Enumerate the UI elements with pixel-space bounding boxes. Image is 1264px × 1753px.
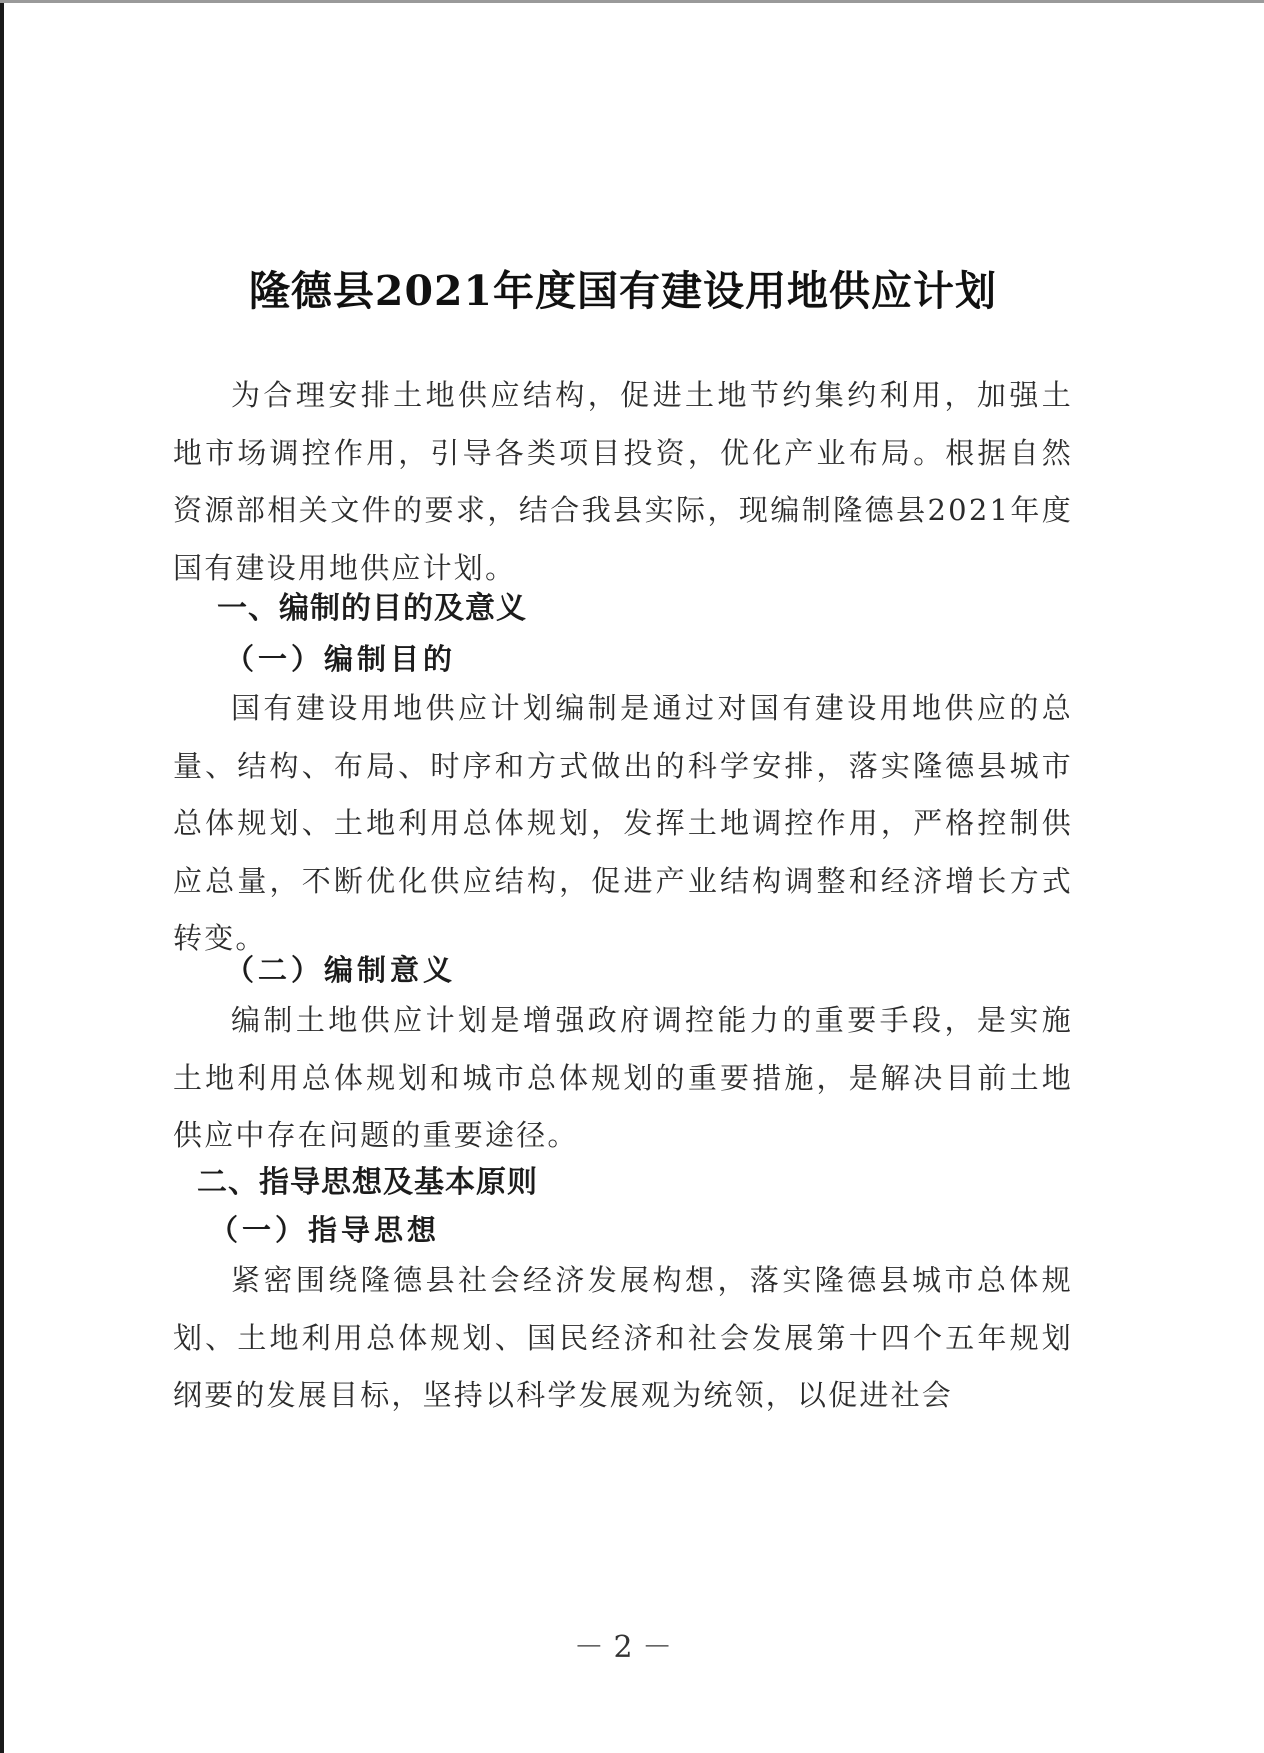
page-title: 隆德县2021年度国有建设用地供应计划 <box>248 267 998 315</box>
section-2-1-heading: （一）指导思想 <box>209 1213 441 1247</box>
section-1-1-heading: （一）编制目的 <box>225 642 457 676</box>
document-page <box>173 0 1073 1753</box>
intro-paragraph: 为合理安排土地供应结构，促进土地节约集约利用，加强土地市场调控作用，引导各类项目投资，优化产业布局。根据自然资源部相关文件的要求，结合我县实际，现编制隆德县2021年度国有建设用地供应计划。 <box>173 378 1073 585</box>
section-1-1-body: 国有建设用地供应计划编制是通过对国有建设用地供应的总量、结构、布局、时序和方式做出的科学安排，落实隆德县城市总体规划、土地利用总体规划，发挥土地调控作用，严格控制供应总量，不断优化供应结构，促进产业结构调整和经济增长方式转变。 <box>173 691 1073 955</box>
section-1-2-body: 编制土地供应计划是增强政府调控能力的重要手段，是实施土地利用总体规划和城市总体规划的重要措施，是解决目前土地供应中存在问题的重要途径。 <box>173 1003 1073 1152</box>
section-2-1-body: 紧密围绕隆德县社会经济发展构想，落实隆德县城市总体规划、土地利用总体规划、国民经济和社会发展第十四个五年规划纲要的发展目标，坚持以科学发展观为统领，以促进社会 <box>173 1263 1073 1412</box>
section-1-heading: 一、编制的目的及意义 <box>217 591 527 626</box>
page-number: － 2 － <box>573 1630 673 1665</box>
section-1-2-heading: （二）编制意义 <box>225 953 457 987</box>
section-2-heading: 二、指导思想及基本原则 <box>197 1165 538 1200</box>
scan-edge <box>0 0 4 1753</box>
